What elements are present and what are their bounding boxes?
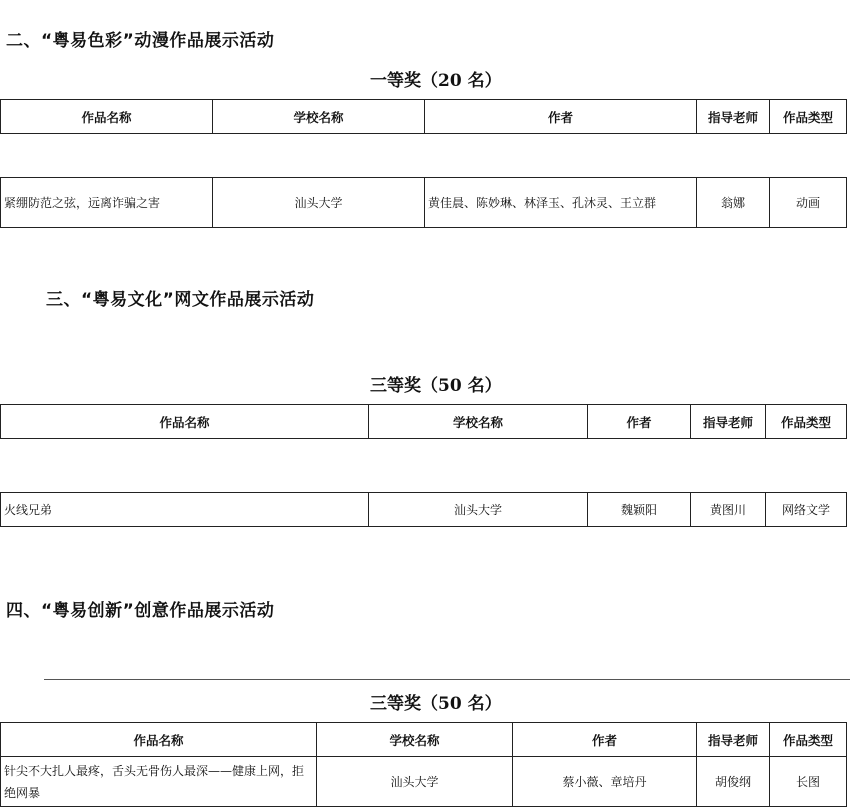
cell-author: 蔡小薇、章培丹 — [513, 757, 697, 807]
table-header-row — [1, 723, 847, 757]
section-title-web-literature: 三、“粤易文化”网文作品展示活动 — [46, 290, 315, 310]
cell-work-name: 火线兄弟 — [1, 493, 369, 527]
table-gap-row — [1, 439, 847, 493]
header-work-type: 作品类型 — [770, 100, 847, 134]
cell-school-name: 汕头大学 — [317, 757, 513, 807]
header-work-name: 作品名称 — [1, 405, 369, 439]
divider-line — [44, 679, 850, 680]
cell-school-name: 汕头大学 — [213, 178, 425, 228]
table-gap-row — [1, 134, 847, 178]
section-title-creative: 四、“粤易创新”创意作品展示活动 — [6, 601, 275, 621]
cell-work-type: 长图 — [770, 757, 847, 807]
cell-work-type: 动画 — [770, 178, 847, 228]
header-advisor: 指导老师 — [697, 100, 770, 134]
header-author: 作者 — [513, 723, 697, 757]
cell-school-name: 汕头大学 — [369, 493, 588, 527]
header-school-name: 学校名称 — [317, 723, 513, 757]
header-work-name: 作品名称 — [1, 723, 317, 757]
header-school-name: 学校名称 — [369, 405, 588, 439]
award-title-first-prize: 一等奖（20 名） — [370, 71, 502, 91]
section-title-animation: 二、“粤易色彩”动漫作品展示活动 — [6, 31, 275, 51]
award-table-creative — [0, 722, 847, 807]
header-author: 作者 — [588, 405, 691, 439]
table-row — [1, 493, 847, 527]
award-title-third-prize: 三等奖（50 名） — [370, 694, 502, 714]
cell-advisor: 胡俊纲 — [697, 757, 770, 807]
header-advisor: 指导老师 — [691, 405, 766, 439]
cell-work-type: 网络文学 — [766, 493, 847, 527]
cell-advisor: 翁娜 — [697, 178, 770, 228]
cell-work-name: 紧绷防范之弦，远离诈骗之害 — [1, 178, 213, 228]
header-work-type: 作品类型 — [766, 405, 847, 439]
header-advisor: 指导老师 — [697, 723, 770, 757]
header-author: 作者 — [425, 100, 697, 134]
award-title-third-prize: 三等奖（50 名） — [370, 376, 502, 396]
cell-advisor: 黄图川 — [691, 493, 766, 527]
header-work-type: 作品类型 — [770, 723, 847, 757]
table-header-row — [1, 100, 847, 134]
table-header-row — [1, 405, 847, 439]
table-row — [1, 757, 847, 807]
cell-work-name: 针尖不大扎人最疼，舌头无骨伤人最深——健康上网，拒绝网暴 — [1, 757, 317, 807]
award-table-web-literature — [0, 404, 847, 527]
cell-author: 魏颖阳 — [588, 493, 691, 527]
header-work-name: 作品名称 — [1, 100, 213, 134]
award-table-animation — [0, 99, 847, 228]
table-row — [1, 178, 847, 228]
header-school-name: 学校名称 — [213, 100, 425, 134]
cell-author: 黄佳晨、陈妙琳、林泽玉、孔沐灵、王立群 — [425, 178, 697, 228]
